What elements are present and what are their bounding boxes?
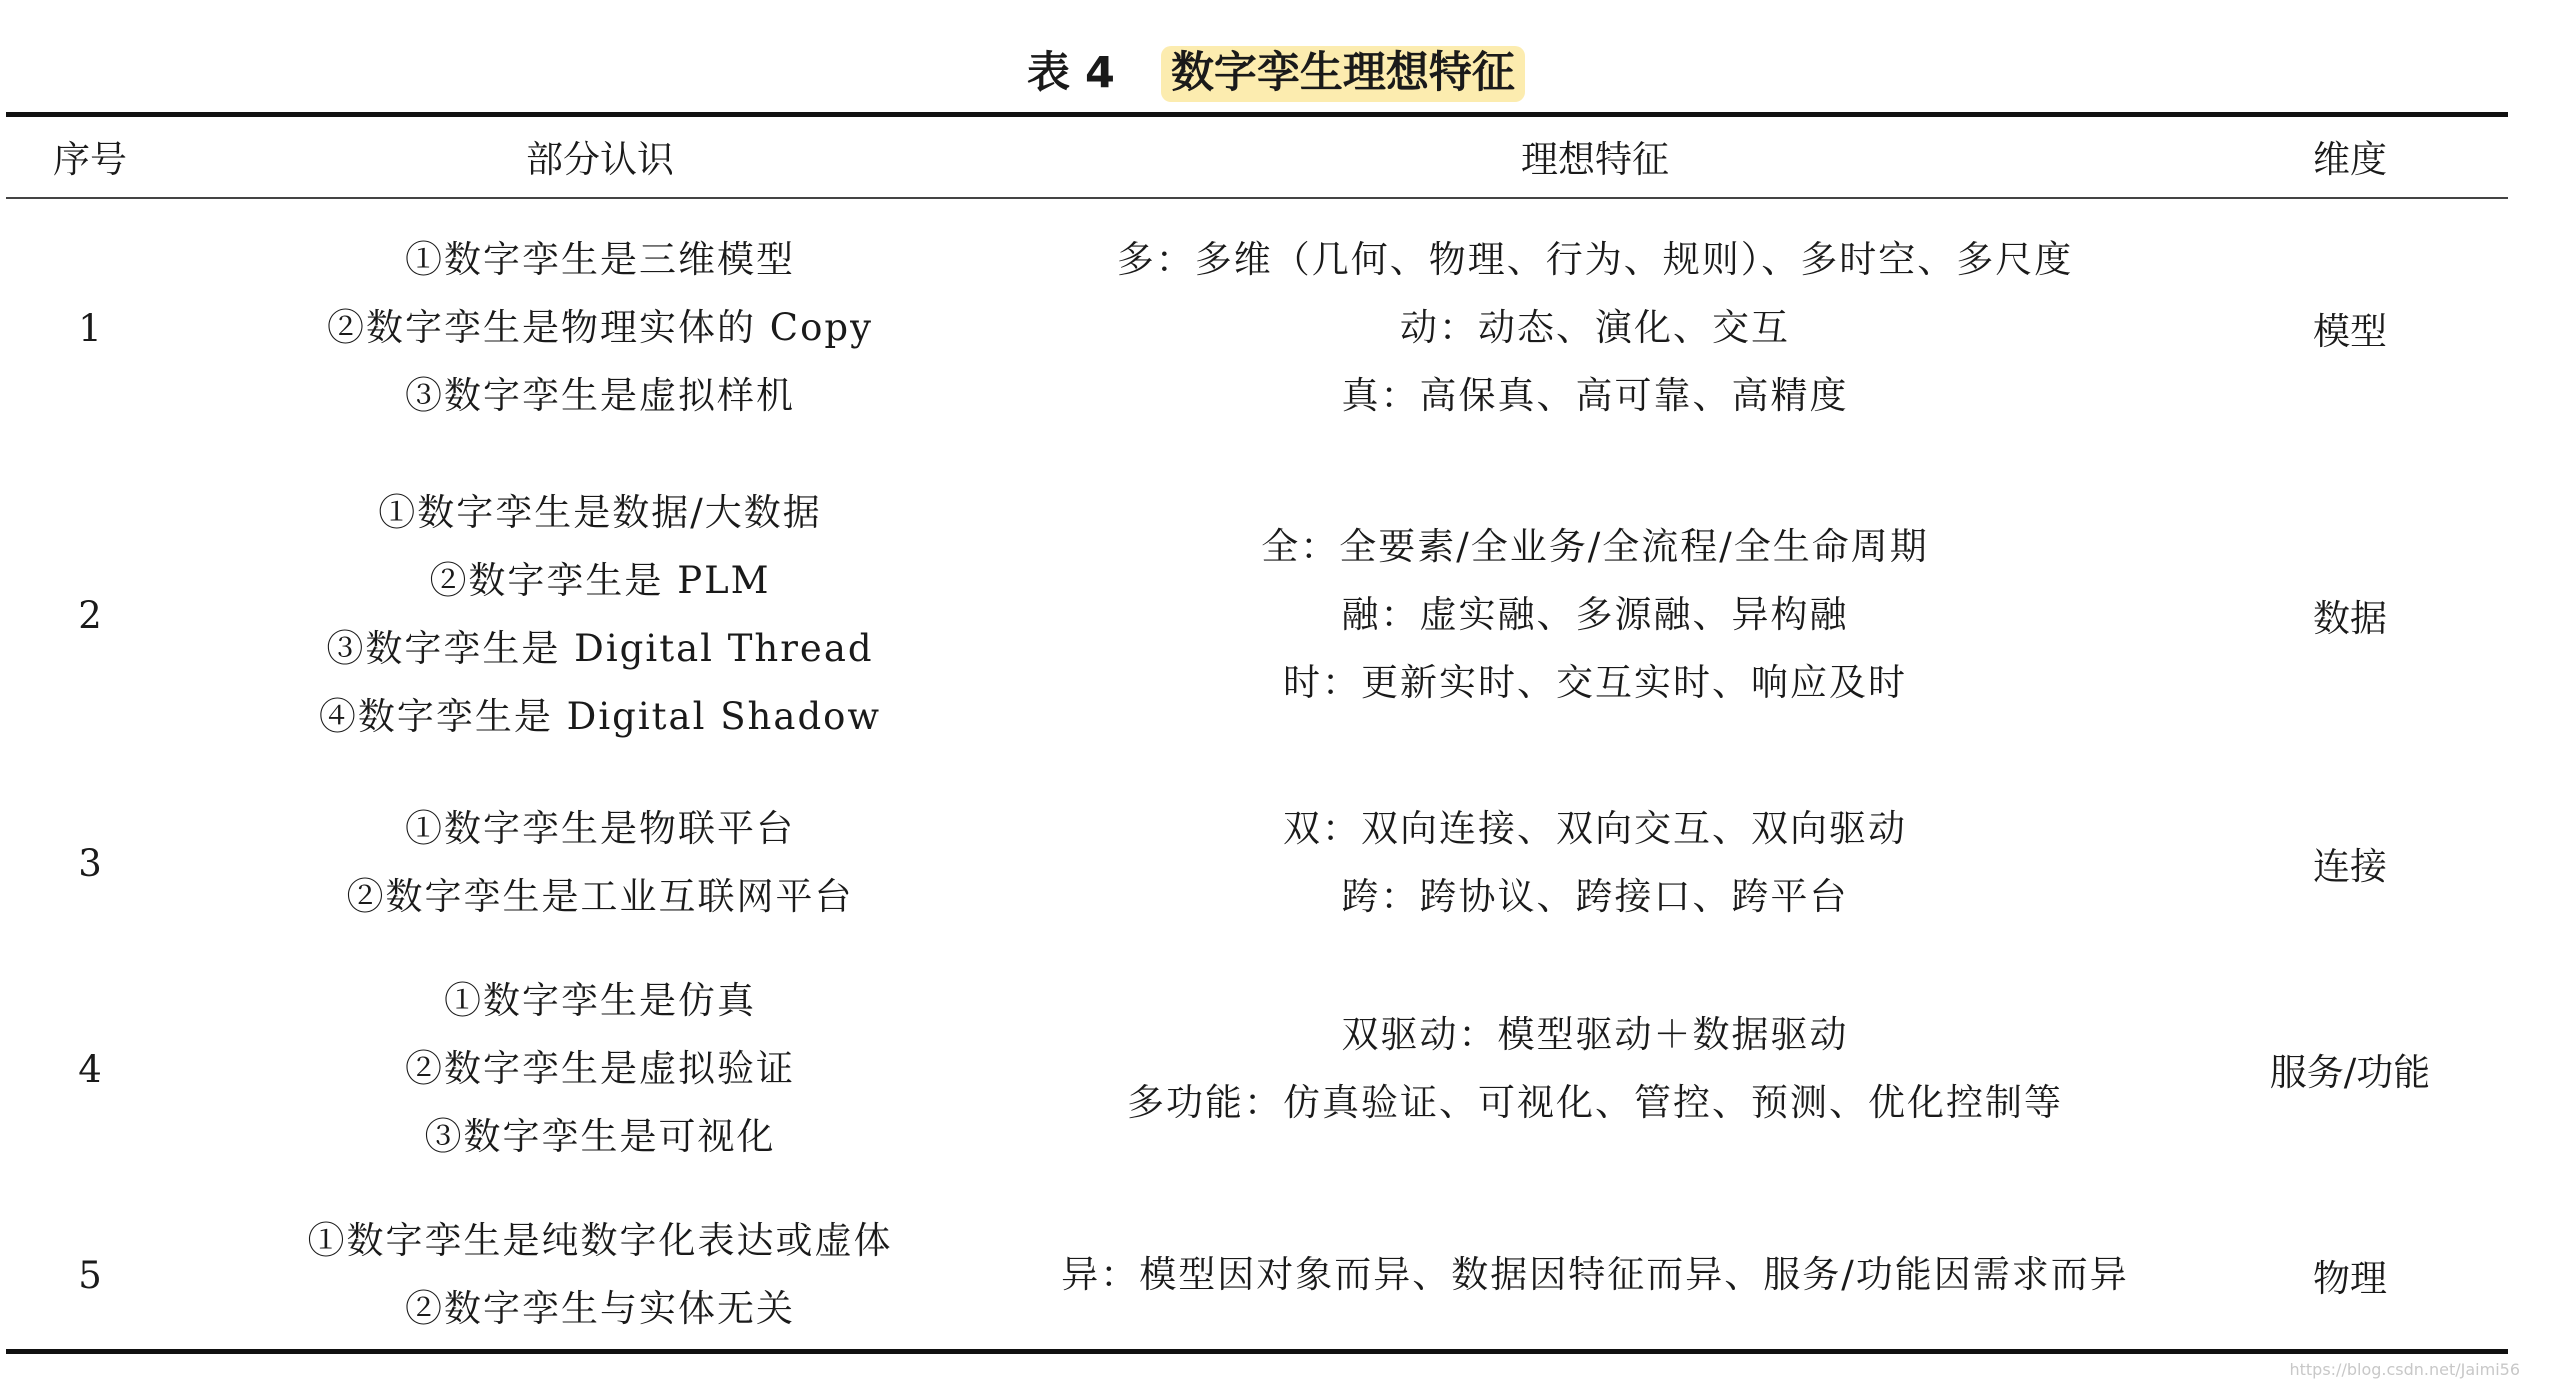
row-2-understanding: [200, 478, 1000, 752]
header-rule: [6, 197, 2508, 199]
row-1-index: 1: [78, 306, 102, 350]
row-5-understanding: [200, 1207, 1000, 1343]
row-4-understanding-line: ②数字孪生是虚拟验证: [405, 1047, 795, 1090]
watermark: https://blog.csdn.net/Jaimi56: [2289, 1360, 2520, 1379]
row-4-dimension: 服务/功能: [2269, 1051, 2431, 1094]
row-3-understanding-line: ②数字孪生是工业互联网平台: [346, 875, 854, 918]
row-5-understanding-line: ①数字孪生是纯数字化表达或虚体: [307, 1219, 893, 1262]
row-2-understanding-line: ③数字孪生是 Digital Thread: [326, 627, 874, 670]
row-1-features: [1030, 228, 2160, 428]
row-4-understanding-line: ③数字孪生是可视化: [424, 1115, 776, 1158]
row-4-feature-line: 双驱动：模型驱动＋数据驱动: [1341, 1013, 1849, 1056]
row-2-feature-line: 融：虚实融、多源融、异构融: [1341, 593, 1849, 636]
row-4-index: 4: [78, 1047, 102, 1091]
row-2-understanding-line: ④数字孪生是 Digital Shadow: [318, 695, 882, 738]
row-1-understanding-line: ③数字孪生是虚拟样机: [405, 374, 795, 417]
header-dimension: 维度: [2313, 138, 2387, 181]
row-5-index: 5: [78, 1253, 102, 1297]
row-3-dimension: 连接: [2313, 845, 2387, 888]
table-number: 表 4: [1027, 48, 1115, 98]
row-3-understanding-line: ①数字孪生是物联平台: [405, 807, 795, 850]
row-5-dimension: 物理: [2313, 1257, 2387, 1300]
row-2-understanding-line: ①数字孪生是数据/大数据: [378, 491, 822, 534]
row-4-feature-line: 多功能：仿真验证、可视化、管控、预测、优化控制等: [1127, 1081, 2063, 1124]
row-1-understanding-line: ①数字孪生是三维模型: [405, 238, 795, 281]
row-1-feature-line: 真：高保真、高可靠、高精度: [1341, 374, 1849, 417]
row-1-understanding: [200, 228, 1000, 428]
row-5-feature-line: 异：模型因对象而异、数据因特征而异、服务/功能因需求而异: [1061, 1253, 2129, 1296]
row-5-understanding-line: ②数字孪生与实体无关: [405, 1287, 795, 1330]
header-features: 理想特征: [1521, 138, 1669, 181]
row-2-understanding-line: ②数字孪生是 PLM: [429, 559, 771, 602]
row-3-feature-line: 跨：跨协议、跨接口、跨平台: [1341, 875, 1849, 918]
row-2-feature-line: 时：更新实时、交互实时、响应及时: [1283, 661, 1907, 704]
bottom-rule: [6, 1349, 2508, 1354]
row-1-dimension: 模型: [2313, 310, 2387, 353]
row-3-feature-line: 双：双向连接、双向交互、双向驱动: [1283, 807, 1907, 850]
table-title: 数字孪生理想特征: [1161, 46, 1525, 102]
header-index: 序号: [53, 138, 127, 181]
row-4-understanding-line: ①数字孪生是仿真: [444, 979, 756, 1022]
top-rule: [6, 112, 2508, 117]
header-understanding: 部分认识: [526, 138, 674, 181]
table-caption: [0, 38, 2552, 108]
row-2-feature-line: 全：全要素/全业务/全流程/全生命周期: [1261, 525, 1929, 568]
row-2-dimension: 数据: [2313, 597, 2387, 640]
row-2-index: 2: [78, 593, 102, 637]
row-5-features: [1030, 1207, 2160, 1343]
row-3-understanding: [200, 795, 1000, 931]
row-3-features: [1030, 795, 2160, 931]
row-3-index: 3: [78, 841, 102, 885]
row-1-feature-line: 动：动态、演化、交互: [1400, 306, 1790, 349]
row-1-feature-line: 多：多维（几何、物理、行为、规则）、多时空、多尺度: [1116, 238, 2074, 281]
row-1-understanding-line: ②数字孪生是物理实体的 Copy: [327, 306, 873, 349]
row-4-understanding: [200, 967, 1000, 1171]
row-2-features: [1030, 478, 2160, 752]
row-4-features: [1030, 967, 2160, 1171]
